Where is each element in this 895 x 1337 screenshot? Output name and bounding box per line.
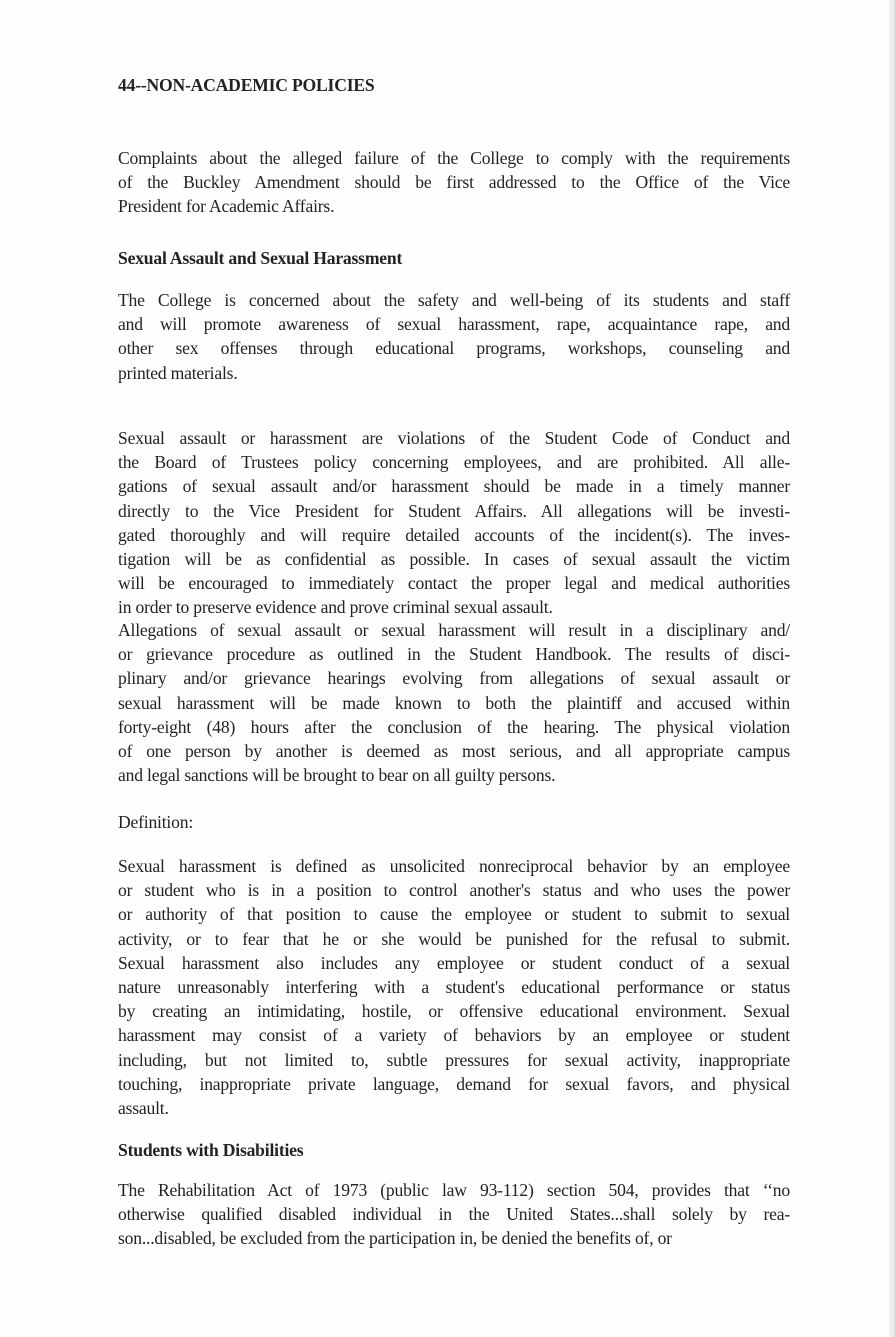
text-line: and legal sanctions will be brought to bear on all guilty persons.	[118, 765, 556, 786]
text-line: directly to the Vice President for Student Affairs. All allegations will be investi-	[118, 500, 790, 521]
page-edge-shadow	[889, 0, 895, 1337]
text-line: of one person by another is deemed as most serious, and all appropriate campus	[118, 740, 790, 761]
text-line: or authority of that position to cause the employee or student to submit to sexual	[118, 904, 790, 925]
paragraph-buckley	[118, 146, 790, 219]
text-line: Sexual harassment also includes any employee or student conduct of a sexual	[118, 952, 790, 973]
text-line: Sexual assault or harassment are violations of the Student Code of Conduct and	[118, 428, 790, 448]
text-line: including, but not limited to, subtle pressures for sexual activity, inappropriate	[118, 1049, 790, 1070]
paragraph-definition	[118, 854, 790, 1120]
paragraph-procedure	[118, 618, 790, 787]
text-line: or student who is in a position to control another's status and who uses the power	[118, 880, 790, 901]
text-line: son...disabled, be excluded from the participation in, be denied the benefits of, or	[118, 1228, 672, 1249]
text-line: other sex offenses through educational programs, workshops, counseling and	[118, 338, 790, 359]
text-line: Complaints about the alleged failure of the College to comply with the requirements	[118, 148, 790, 168]
text-line: otherwise qualified disabled individual in the United States...shall solely by rea-	[118, 1204, 790, 1225]
text-line: the Board of Trustees policy concerning employees, and are prohibited. All alle-	[118, 452, 790, 473]
text-line: The Rehabilitation Act of 1973 (public law 93-112) section 504, provides that ‘‘no	[118, 1180, 790, 1200]
paragraph-violations	[118, 426, 790, 620]
definition-label: Definition:	[118, 812, 194, 832]
text-line: printed materials.	[118, 362, 238, 383]
text-line: Allegations of sexual assault or sexual harassment will result in a disciplinary and/	[118, 620, 790, 640]
paragraph-rehabilitation-act	[118, 1178, 790, 1251]
text-line: tigation will be as confidential as possible. In cases of sexual assault the victim	[118, 548, 790, 569]
text-line: will be encouraged to immediately contact the proper legal and medical authorities	[118, 573, 790, 594]
text-line: in order to preserve evidence and prove criminal sexual assault.	[118, 597, 553, 618]
text-line: and will promote awareness of sexual harassment, rape, acquaintance rape, and	[118, 314, 790, 335]
text-line: President for Academic Affairs.	[118, 196, 335, 217]
text-line: gated thoroughly and will require detailed accounts of the incident(s). The inves-	[118, 524, 790, 545]
text-line: Sexual harassment is defined as unsolicited nonreciprocal behavior by an employee	[118, 856, 790, 876]
text-line: nature unreasonably interfering with a student's educational performance or status	[118, 976, 790, 997]
text-line: sexual harassment will be made known to both the plaintiff and accused within	[118, 692, 790, 713]
text-line: activity, or to fear that he or she would be punished for the refusal to submit.	[118, 928, 790, 949]
text-line: gations of sexual assault and/or harassment should be made in a timely manner	[118, 476, 790, 497]
text-line: forty-eight (48) hours after the conclusion of the hearing. The physical violation	[118, 716, 790, 737]
text-line: harassment may consist of a variety of behaviors by an employee or student	[118, 1025, 790, 1046]
paragraph-concern	[118, 288, 790, 385]
running-header: 44--NON-ACADEMIC POLICIES	[118, 75, 375, 95]
text-line: plinary and/or grievance hearings evolving from allegations of sexual assault or	[118, 668, 790, 689]
text-line: touching, inappropriate private language, demand for sexual favors, and physical	[118, 1073, 790, 1094]
heading-sexual-assault: Sexual Assault and Sexual Harassment	[118, 248, 403, 268]
text-line: or grievance procedure as outlined in the Student Handbook. The results of disci-	[118, 644, 790, 665]
text-line: assault.	[118, 1097, 169, 1118]
text-line: of the Buckley Amendment should be first addressed to the Office of the Vice	[118, 172, 790, 193]
heading-students-disabilities: Students with Disabilities	[118, 1140, 304, 1160]
text-line: The College is concerned about the safety and well-being of its students and staff	[118, 290, 790, 310]
text-line: by creating an intimidating, hostile, or offensive educational environment. Sexual	[118, 1001, 790, 1022]
